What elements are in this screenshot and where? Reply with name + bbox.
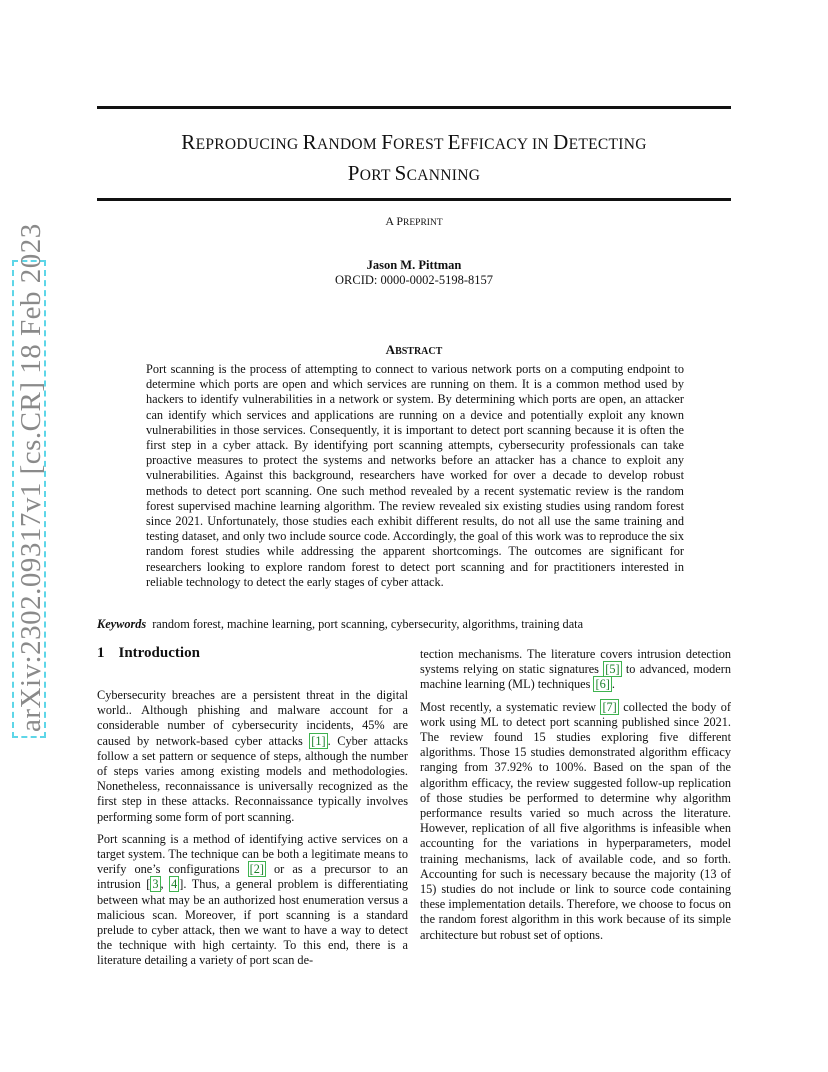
paragraph-text: to advanced, modern machine learning (ML) techniques <box>420 662 731 692</box>
preprint-label <box>97 214 731 229</box>
paragraph-text: or as a precursor to an intrusion [ <box>97 862 408 892</box>
paragraph <box>97 688 408 825</box>
paragraph-text: collected the body of work using ML to detect port scanning published since 2021. The review found 15 studies exploring five different algorithms. Those 15 studies demonstrated algorithm efficacy ranging from 37.92% to 100%. Based on the span of the algorithm efficacy, the review suggested follow-up replication of those studies be performed to determine why algorithm performance results varied so much across the literature. However, replication of all five algorithms is infeasible when accounting for the variations in hyperparameters, model training mechanisms, lack of available code, and so forth. Accounting for such is necessary because the majority (13 of 15) studies do not include or link to source code containing these implementation details. Therefore, we choose to focus on the random forest algorithm in this work because of its simple architecture but robust set of options. <box>420 699 731 942</box>
citation-link[interactable]: [1] <box>311 733 326 748</box>
citation-link[interactable]: 3 <box>152 877 159 892</box>
preprint-smallcaps: REPRINT <box>403 218 443 228</box>
keywords-label: Keywords <box>97 617 147 631</box>
paragraph-text: tection mechanisms. The literature covers intrusion detection systems relying on static signatures <box>420 647 731 677</box>
section-number: 1 <box>97 645 105 661</box>
citation-link[interactable]: 4 <box>171 877 178 892</box>
title-smallcaps: ORT <box>359 167 395 184</box>
title-cap: S <box>394 161 407 185</box>
title-smallcaps: CANNING <box>406 167 481 184</box>
section-title: Introduction <box>118 645 200 661</box>
abstract-heading-cap: A <box>385 342 396 357</box>
title-line-2 <box>97 159 731 190</box>
paragraph <box>420 647 731 693</box>
title-cap: D <box>553 130 569 154</box>
paragraph-text: ]. Thus, a general problem is differentiating between what may be an authorized host enumeration versus a malicious scan. Moreover, if port scanning is a standard prelude to cyber attack, then we want to have a way to detect the technique with high certainty. To this end, there is a literature detailing a variety of port scan de- <box>97 877 408 968</box>
author-orcid: ORCID: 0000-0002-5198-8157 <box>335 273 493 287</box>
author-name: Jason M. Pittman <box>366 258 462 272</box>
title-cap: P <box>347 161 360 185</box>
paragraph-text: . <box>611 677 615 692</box>
title-smallcaps: ETECTING <box>568 136 647 153</box>
preprint-cap: A <box>385 214 397 228</box>
title-line-1 <box>97 128 731 159</box>
title-smallcaps: ANDOM <box>316 136 382 153</box>
title-smallcaps: FFICACY IN <box>460 136 554 153</box>
abstract-text: Port scanning is the process of attempting to connect to various network ports on a computing endpoint to determine which ports are open and which services are running on them. It is a common method used by hackers to identify vulnerabilities in a network or system. By determining which ports are open, an attacker can identify which services and applications are running on a device and potentially exploit any known vulnerabilities in those services. Consequently, it is important to detect port scanning because it is often the first step in a cyber attack. By identifying port scanning attempts, cybersecurity professionals can take proactive measures to protect the systems and networks before an attacker has a chance to exploit any vulnerabilities. Against this background, researchers have worked for over a decade to develop robust methods to detect port scanning. One such method revealed by a recent systematic review is the random forest supervised machine learning algorithm. The review revealed six existing studies using random forest since 2021. Unfortunately, those studies each exhibit different results, do not all use the same training and testing dataset, and only two include source code. Accordingly, the goal of this work was to reproduce the six random forest studies while addressing the apparent shortcomings. The outcomes are significant for researchers looking to explore random forest to detect port scanning and for practitioners interested in reliable technology to detect the early stages of cyber attack. <box>146 362 684 589</box>
title-cap: E <box>447 130 461 154</box>
paragraph-text: Cybersecurity breaches are a persistent threat in the digital world.. Although phishing and malware account for a considerable number of cybersecurity incidents, 45% are caused by network-based cyber attacks <box>97 688 408 748</box>
left-column <box>97 688 408 976</box>
right-column <box>420 647 731 950</box>
citation-link[interactable]: [7] <box>602 699 617 714</box>
citation-link[interactable]: [6] <box>595 677 610 692</box>
paragraph-text: Port scanning is a method of identifying active services on a target system. The technique can be both a legitimate means to verify one’s configurations <box>97 831 408 877</box>
title-cap: R <box>302 130 317 154</box>
preprint-cap: P <box>396 214 404 228</box>
arxiv-side-stamp: arXiv:2302.09317v1 [cs.CR] 18 Feb 2023 <box>12 260 46 738</box>
title-cap: F <box>381 130 394 154</box>
keywords-text: random forest, machine learning, port scanning, cybersecurity, algorithms, training data <box>152 617 584 631</box>
paragraph-text: . Cyber attacks follow a set pattern or sequence of steps, although the number of steps varies among existing models and methodologies. Nonetheless, reconnaissance is universally recognized as the first step in these attacks. Reconnaissance typically involves performing some form of port scanning. <box>97 733 408 824</box>
author-block <box>97 258 731 288</box>
section-heading <box>97 645 200 662</box>
paper-title <box>97 128 731 190</box>
paragraph-text: , <box>160 877 170 892</box>
paragraph <box>420 700 731 943</box>
keywords-line <box>97 617 731 632</box>
title-cap: R <box>181 130 196 154</box>
citation-link[interactable]: [2] <box>249 862 264 877</box>
title-smallcaps: OREST <box>393 136 448 153</box>
paragraph-text: Most recently, a systematic review <box>420 699 601 714</box>
title-rule-bottom <box>97 198 731 201</box>
abstract-heading <box>97 342 731 358</box>
paragraph <box>97 832 408 969</box>
title-rule-top <box>97 106 731 109</box>
citation-link[interactable]: [5] <box>605 662 620 677</box>
abstract-heading-smallcaps: BSTRACT <box>395 346 443 357</box>
title-smallcaps: EPRODUCING <box>195 136 303 153</box>
